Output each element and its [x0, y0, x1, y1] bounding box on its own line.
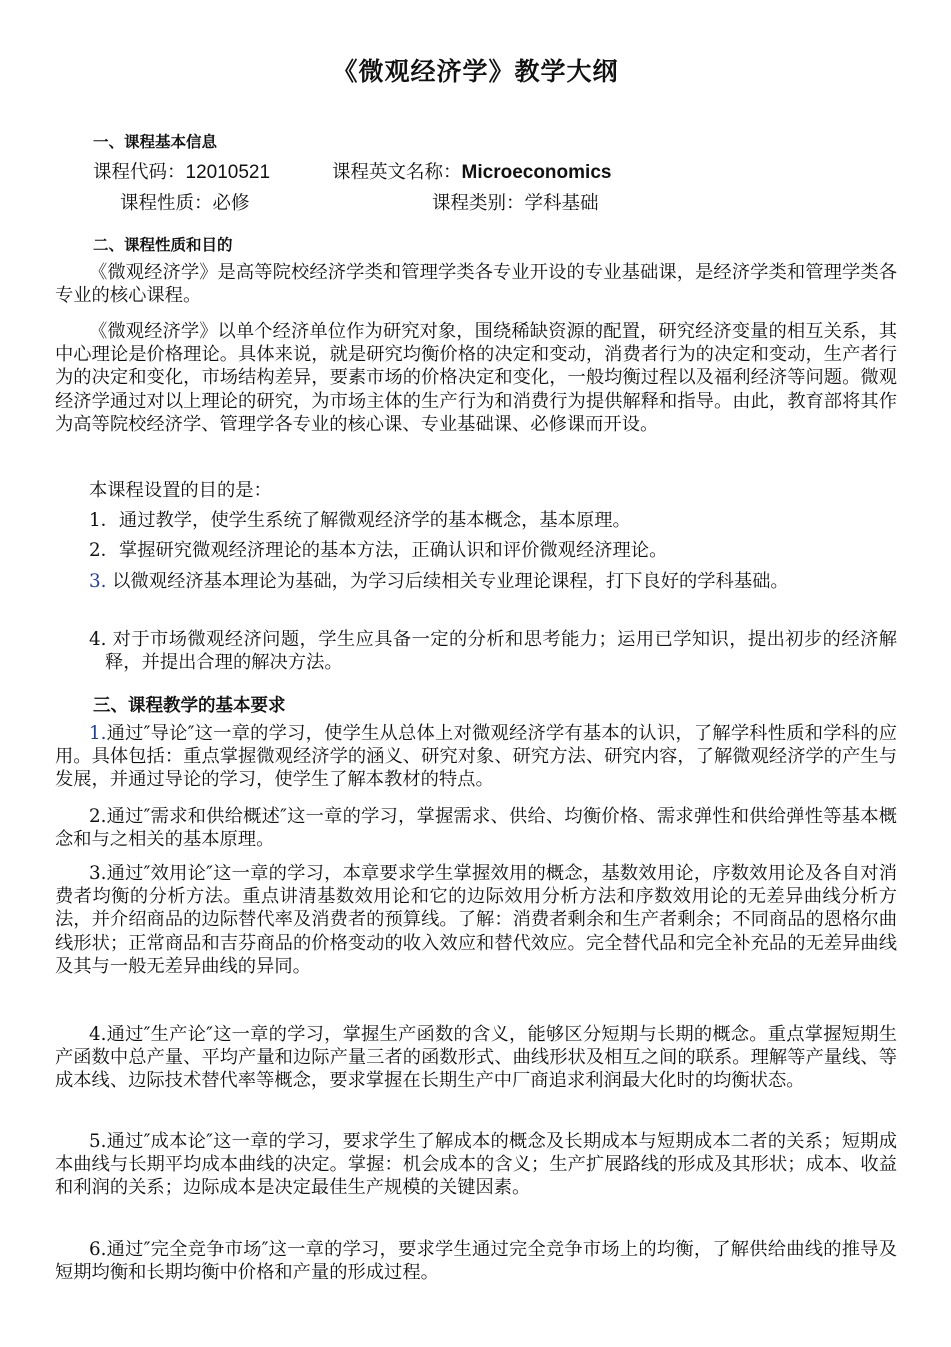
- requirement-item-4: 4.通过″生产论″这一章的学习，掌握生产函数的含义，能够区分短期与长期的概念。重点掌握短期生产函数中总产量、平均产量和边际产量三者的函数形式、曲线形状及相互之间的联系。理解等产量线、等成本线、边际技术替代率等概念，要求掌握在长期生产中厂商追求利润最大化时的均衡状态。: [55, 1024, 897, 1092]
- goal-item-4-text: 对于市场微观经济问题，学生应具备一定的分析和思考能力；运用已学知识，提出初步的经济解释，并提出合理的解决方法。: [105, 629, 897, 674]
- requirement-item-1: [55, 722, 897, 792]
- requirement-item-5: 5.通过″成本论″这一章的学习，要求学生了解成本的概念及长期成本与短期成本二者的关系；短期成本曲线与长期平均成本曲线的决定。掌握：机会成本的含义；生产扩展路线的形成及其形状；成本、收益和利润的关系；边际成本是决定最佳生产规模的关键因素。: [55, 1131, 897, 1199]
- section-heading-nature-purpose: 二、课程性质和目的: [93, 236, 233, 254]
- goal-item-2: 2．掌握研究微观经济理论的基本方法，正确认识和评价微观经济理论。: [89, 540, 668, 561]
- course-english-name-label: 课程英文名称：: [332, 162, 462, 183]
- requirement-item-6: 6.通过″完全竞争市场″这一章的学习，要求学生通过完全竞争市场上的均衡，了解供给曲线的推导及短期均衡和长期均衡中价格和产量的形成过程。: [55, 1239, 897, 1284]
- requirement-item-3: 3.通过″效用论″这一章的学习，本章要求学生掌握效用的概念，基数效用论，序数效用论及各自对消费者均衡的分析方法。重点讲清基数效用论和它的边际效用分析方法和序数效用论的无差异曲线分析方法，并介绍商品的边际替代率及消费者的预算线。了解：消费者剩余和生产者剩余；不同商品的恩格尔曲线形状；正常商品和吉芬商品的价格变动的收入效应和替代效应。完全替代品和完全补充品的无差异曲线及其与一般无差异曲线的异同。: [55, 863, 897, 977]
- goal-item-3-number: 3.: [89, 571, 107, 592]
- course-code-label: 课程代码：: [93, 162, 186, 183]
- goal-item-4-number: 4.: [89, 629, 107, 650]
- course-code-line: [93, 158, 270, 184]
- section-heading-basic-info: 一、课程基本信息: [93, 133, 218, 151]
- goal-item-1: 1．通过教学，使学生系统了解微观经济学的基本概念，基本原理。: [89, 510, 631, 531]
- course-category: 课程类别：学科基础: [432, 193, 599, 214]
- paragraph-goal-intro: 本课程设置的目的是：: [89, 480, 272, 501]
- requirement-item-1-number: 1.: [89, 723, 107, 744]
- course-code-value: 12010521: [185, 162, 271, 183]
- course-english-name-value: Microeconomics: [461, 162, 612, 183]
- goal-item-4: [89, 628, 897, 674]
- requirement-item-1-text: 通过″导论″这一章的学习，使学生从总体上对微观经济学有基本的认识，了解学科性质和学科的应用。具体包括：重点掌握微观经济学的涵义、研究对象、研究方法、研究内容，了解微观经济学的产生与发展，并通过导论的学习，使学生了解本教材的特点。: [55, 723, 897, 791]
- course-english-name-line: [332, 158, 611, 184]
- paragraph-course-position: 《微观经济学》是高等院校经济学类和管理学类各专业开设的专业基础课，是经济学类和管理学类各专业的核心课程。: [55, 262, 897, 307]
- goal-item-3: [55, 570, 897, 593]
- paragraph-course-content: 《微观经济学》以单个经济单位作为研究对象，围绕稀缺资源的配置，研究经济变量的相互关系，其中心理论是价格理论。具体来说，就是研究均衡价格的决定和变动，消费者行为的决定和变动，生产者行为的决定和变化，市场结构差异，要素市场的价格决定和变化，一般均衡过程以及福利经济等问题。微观经济学通过对以上理论的研究，为市场主体的生产行为和消费行为提供解释和指导。由此，教育部将其作为高等院校经济学、管理学各专业的核心课、专业基础课、必修课而开设。: [55, 321, 897, 435]
- requirement-item-2: 2.通过″需求和供给概述″这一章的学习，掌握需求、供给、均衡价格、需求弹性和供给弹性等基本概念和与之相关的基本原理。: [55, 806, 897, 851]
- course-nature: 课程性质：必修: [120, 193, 250, 214]
- goal-item-3-text: 以微观经济基本理论为基础，为学习后续相关专业理论课程，打下良好的学科基础。: [106, 571, 789, 592]
- document-title: 《微观经济学》教学大纲: [332, 57, 619, 86]
- section-heading-teaching-requirements: 三、课程教学的基本要求: [93, 696, 286, 716]
